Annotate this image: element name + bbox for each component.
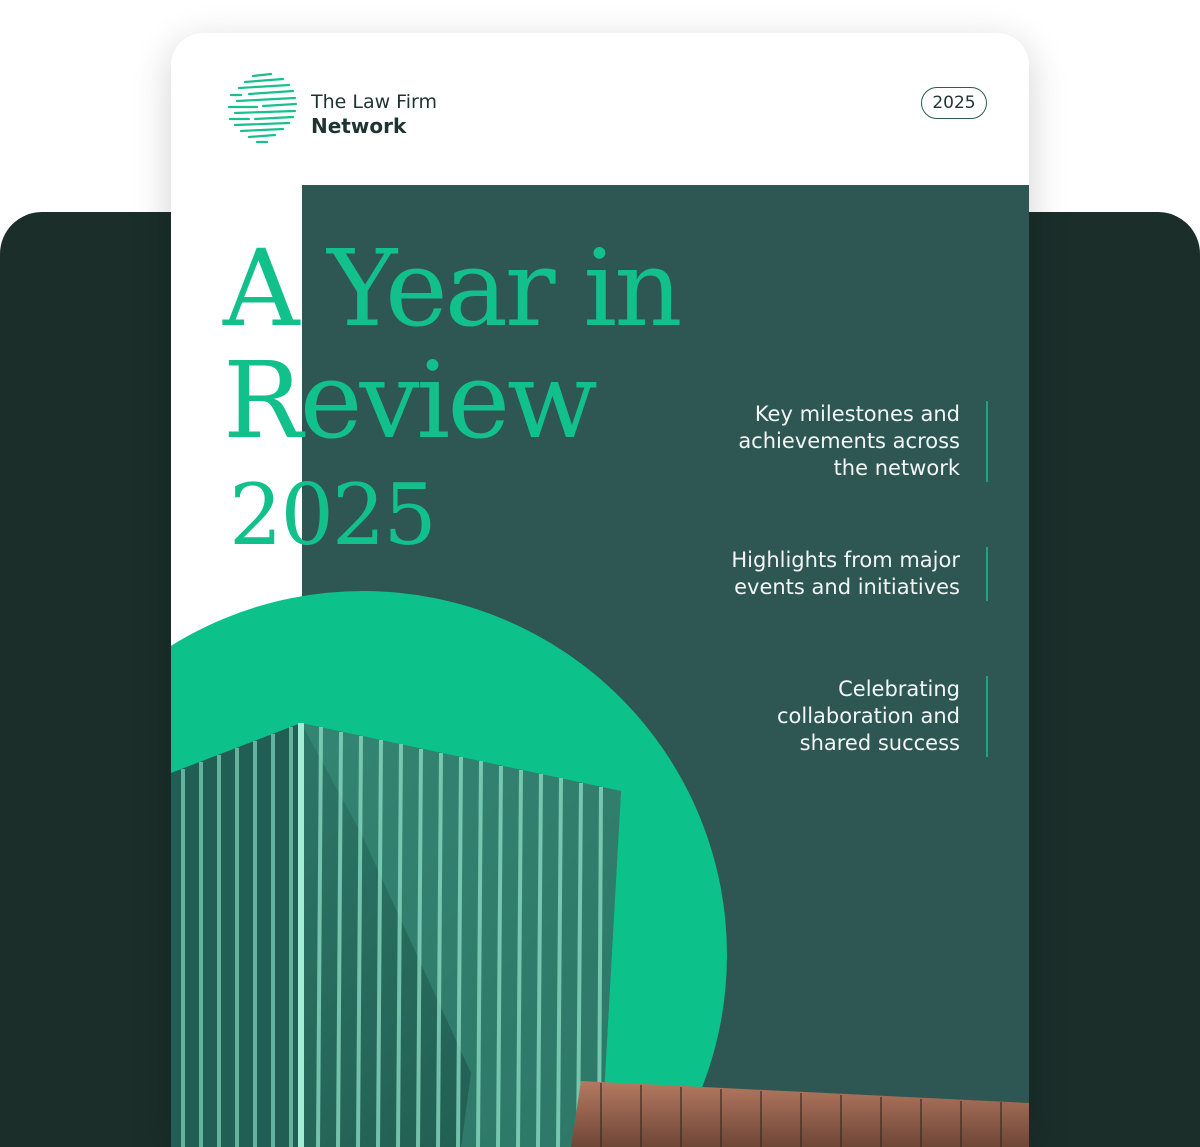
highlight-line: Key milestones and (754, 402, 960, 426)
title-line-1: A Year in (223, 227, 680, 350)
highlight-line: events and initiatives (734, 575, 960, 599)
highlight-line: Highlights from major (731, 548, 960, 572)
brand-name-line2: Network (311, 114, 407, 138)
year-badge: 2025 (921, 87, 987, 119)
highlight-line: the network (833, 456, 960, 480)
highlight-line: collaboration and (776, 704, 960, 728)
highlight-milestones (660, 401, 988, 482)
highlight-line: shared success (799, 731, 960, 755)
title-line-2: Review (223, 339, 595, 462)
highlight-collaboration (660, 676, 988, 757)
highlight-line: Celebrating (838, 677, 960, 701)
highlight-line: achievements across (738, 429, 960, 453)
report-cover-card (171, 33, 1029, 1147)
highlight-events (660, 547, 988, 601)
title-year: 2025 (229, 466, 435, 564)
brand-name-line1: The Law Firm (311, 91, 437, 113)
globe-lines-logo-icon (227, 71, 299, 145)
brand-logo[interactable] (227, 71, 517, 151)
